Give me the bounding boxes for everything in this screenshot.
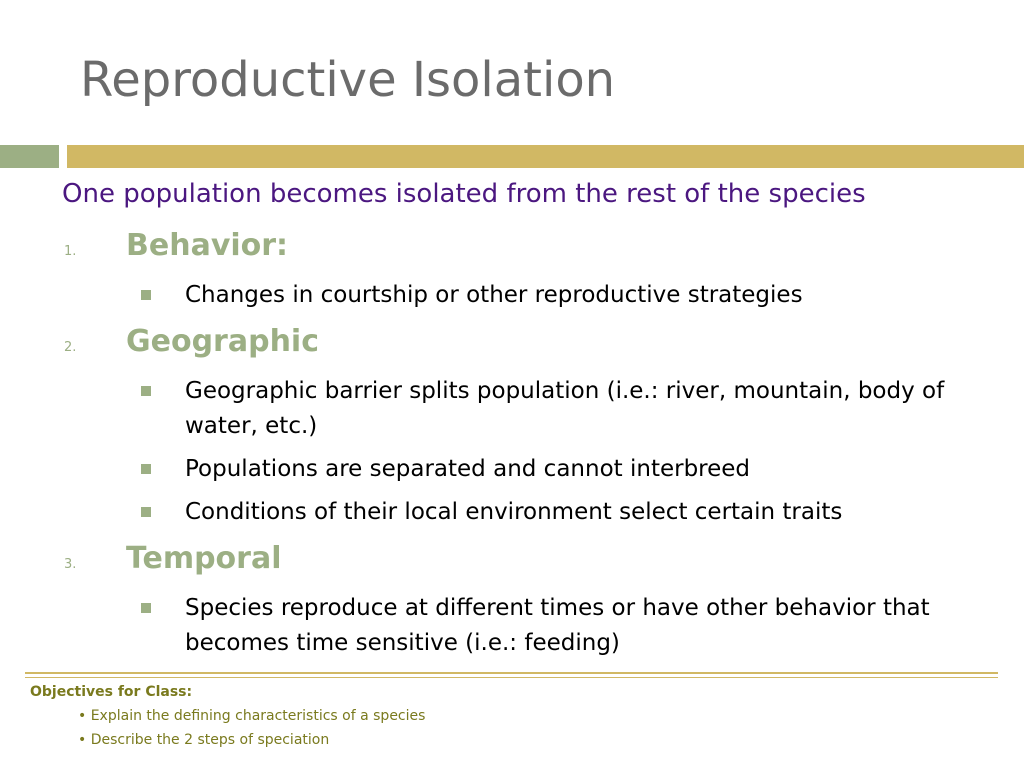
item-heading-temporal: Temporal bbox=[126, 541, 282, 576]
bullet-icon bbox=[141, 603, 151, 613]
bullet-text: Conditions of their local environment select certain traits bbox=[185, 499, 843, 525]
bullet-icon bbox=[141, 507, 151, 517]
bullet-icon bbox=[141, 464, 151, 474]
bullet-text: Changes in courtship or other reproductive strategies bbox=[185, 282, 803, 308]
bullet-text: Populations are separated and cannot interbreed bbox=[185, 456, 751, 482]
objective-item: • Explain the defining characteristics of a species bbox=[78, 708, 426, 724]
footer-divider-thin bbox=[25, 677, 998, 678]
footer-divider bbox=[25, 672, 998, 674]
slide-subtitle: One population becomes isolated from the rest of the species bbox=[62, 179, 866, 209]
item-heading-behavior: Behavior: bbox=[126, 228, 289, 263]
item-heading-geographic: Geographic bbox=[126, 324, 319, 359]
item-number-1: 1. bbox=[64, 244, 77, 259]
objectives-title: Objectives for Class: bbox=[30, 684, 193, 700]
header-bar-right bbox=[67, 145, 1024, 168]
item-number-3: 3. bbox=[64, 557, 77, 572]
bullet-text: Geographic barrier splits population (i.e.: river, mountain, body of water, etc.) bbox=[185, 378, 945, 439]
bullet-icon bbox=[141, 290, 151, 300]
header-bar-left bbox=[0, 145, 59, 168]
slide-title: Reproductive Isolation bbox=[80, 52, 616, 108]
bullet-icon bbox=[141, 386, 151, 396]
objective-item: • Describe the 2 steps of speciation bbox=[78, 732, 330, 748]
item-number-2: 2. bbox=[64, 340, 77, 355]
bullet-text: Species reproduce at different times or have other behavior that becomes time sensitive (i.e.: feeding) bbox=[185, 595, 930, 656]
